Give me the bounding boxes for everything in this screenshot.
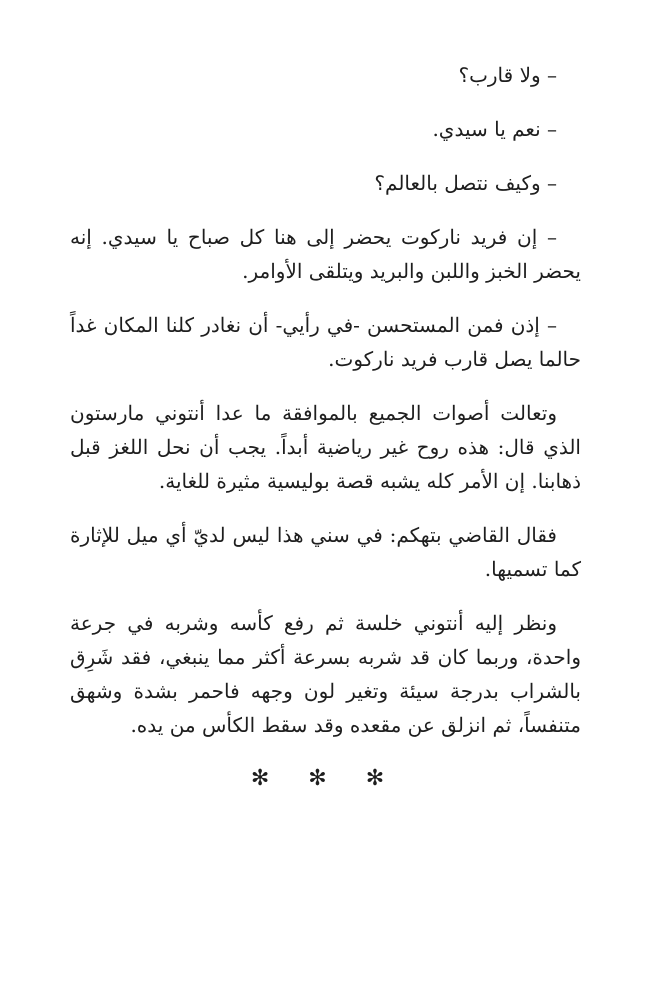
paragraph-judge-sarcasm: فقال القاضي بتهكم: في سني هذا ليس لديّ أي ميل للإثارة كما تسميها. [70, 523, 581, 581]
section-separator: ✻ ✻ ✻ [250, 766, 401, 791]
paragraph-anthony-marston: وتعالت أصوات الجميع بالموافقة ما عدا أنتوني مارستون الذي قال: هذه روح غير رياضية أبداً. يجب أن نحل اللغز قبل ذهابنا. إن الأمر كله يشبه قصة بوليسية مثيرة للغاية. [70, 401, 581, 493]
dialogue-line-contact-world: – وكيف نتصل بالعالم؟ [374, 171, 557, 195]
paragraph-anthony-drinks: ونظر إليه أنتوني خلسة ثم رفع كأسه وشربه في جرعة واحدة، وربما كان قد شربه بسرعة أكثر مما ينبغي، فقد شَرِق بالشراب بدرجة سيئة وتغير لون وجهه فاحمر بشدة وشهق متنفساً، ثم انزلق عن مقعده وقد سقط الكأس من يده. [70, 611, 581, 737]
dialogue-line-yes-sir: – نعم يا سيدي. [432, 117, 557, 141]
dialogue-line-fred-narracott: – إن فريد ناركوت يحضر إلى هنا كل صباح يا سيدي. إنه يحضر الخبز واللبن والبريد ويتلقى الأوامر. [70, 225, 581, 283]
dialogue-line-boat: – ولا قارب؟ [458, 63, 557, 87]
dialogue-line-leave-tomorrow: – إذن فمن المستحسن -في رأيي- أن نغادر كلنا المكان غداً حالما يصل قارب فريد ناركوت. [70, 313, 581, 371]
